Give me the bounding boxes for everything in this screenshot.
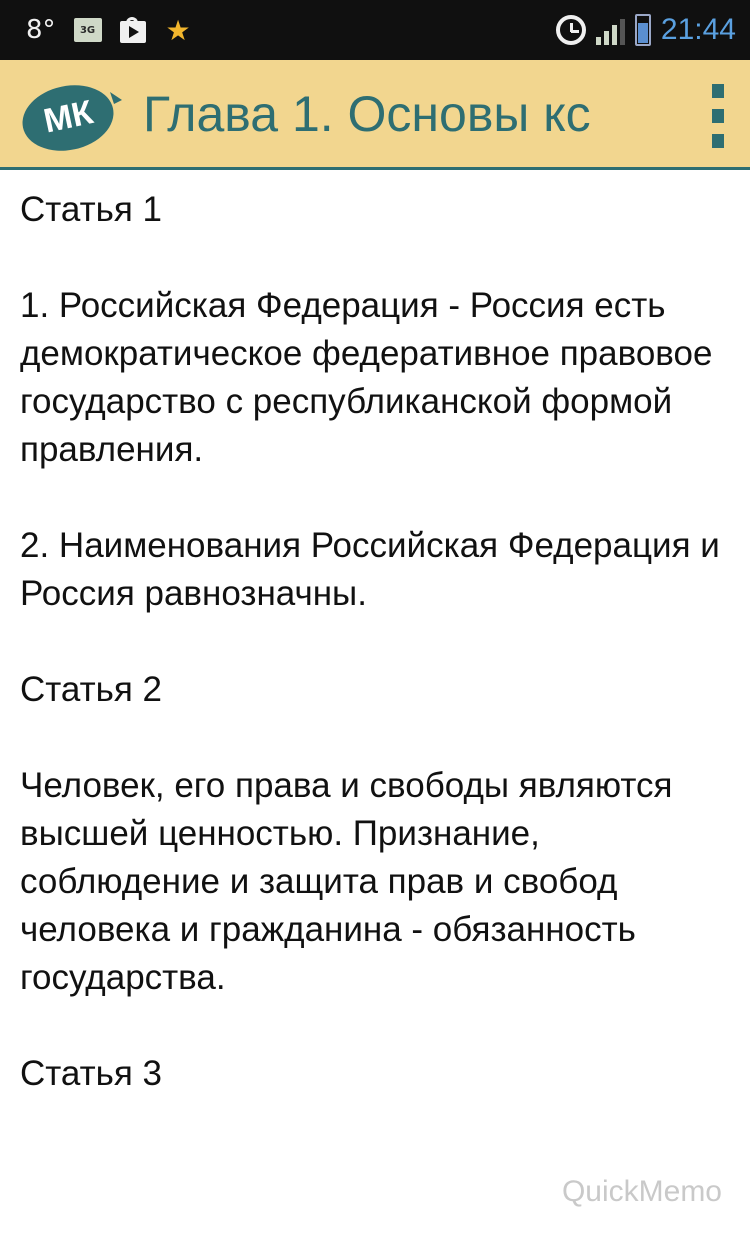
alarm-icon <box>556 15 586 45</box>
action-bar <box>0 60 750 170</box>
app-logo-icon[interactable] <box>18 78 128 154</box>
svg-text:МК: МК <box>40 93 97 141</box>
article-heading: Статья 1 <box>20 190 163 229</box>
star-icon: ★ <box>165 13 191 47</box>
signal-icon <box>596 15 625 45</box>
article-heading: Статья 3 <box>20 1054 163 1093</box>
3g-icon: 3G <box>74 18 102 42</box>
temperature-indicator: 8° <box>26 15 56 45</box>
status-bar <box>0 0 750 60</box>
play-store-icon <box>120 17 148 43</box>
page-title: Глава 1. Основы кс <box>143 86 591 142</box>
status-right-group <box>556 10 736 50</box>
battery-icon <box>635 14 651 46</box>
article-paragraph: 2. Наименования Российская Федерация и Россия равнозначны. <box>20 526 720 613</box>
quickmemo-watermark: QuickMemo <box>561 1175 722 1208</box>
article-content <box>20 186 730 1146</box>
overflow-menu-icon[interactable] <box>706 84 730 148</box>
article-paragraph: Человек, его права и свободы являются высшей ценностью. Признание, соблюдение и защита прав и свобод человека и гражданина - обязанность государства. <box>20 766 673 997</box>
article-heading: Статья 2 <box>20 670 163 709</box>
clock: 21:44 <box>660 13 736 46</box>
article-paragraph: 1. Российская Федерация - Россия есть демократическое федеративное правовое государство с республиканской формой правления. <box>20 286 713 469</box>
status-left-group <box>26 12 191 48</box>
